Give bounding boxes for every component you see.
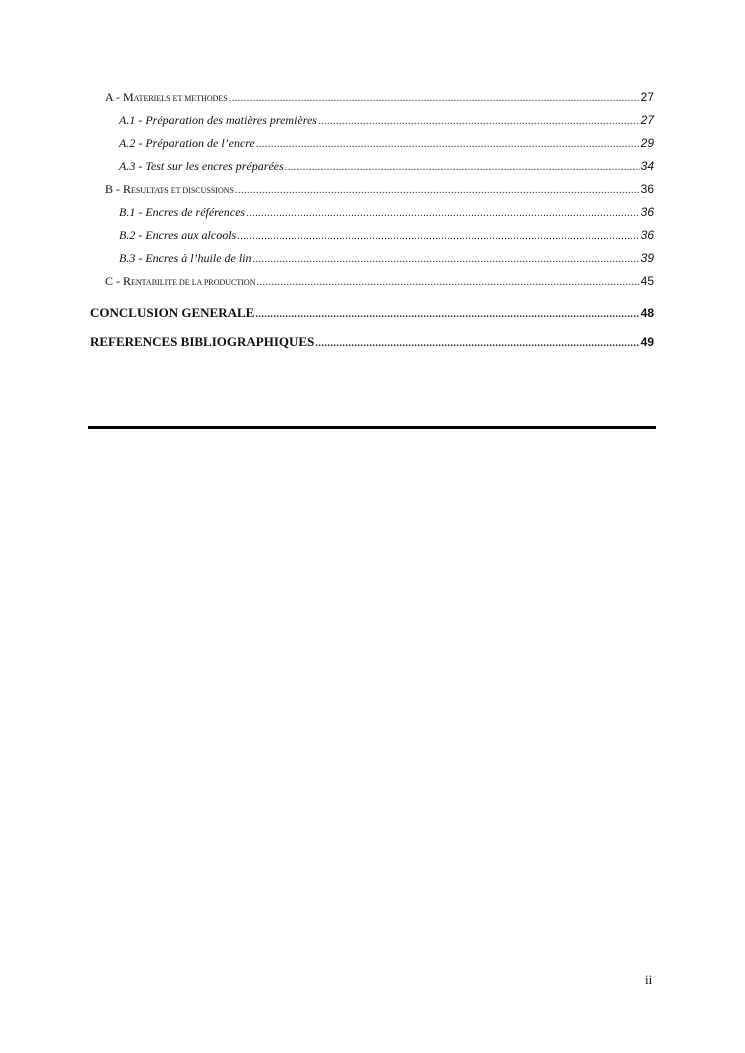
dot-leader [256,271,639,294]
toc-page-number: 49 [640,335,654,349]
toc-page-number: 36 [640,228,654,242]
toc-entry-title: A.1 - Préparation des matières premières [119,113,317,127]
toc-page-number: 36 [640,182,654,196]
toc-entry-title: A - MATERIELS ET METHODES [105,90,228,104]
toc-entry-conclusion-generale[interactable] [90,298,654,327]
toc-page-number: 29 [640,136,654,150]
toc-page-number: 27 [640,90,654,104]
toc-entry-title: B.1 - Encres de références [119,205,246,219]
dot-leader [315,329,639,358]
dot-leader [237,225,639,248]
toc-entry-title: B.3 - Encres à l’huile de lin [119,251,252,265]
dot-leader [285,156,640,179]
dot-leader [246,202,640,225]
toc-entry-title: CONCLUSION GENERALE [90,305,255,320]
toc-entry-encres-references[interactable] [90,201,654,224]
dot-leader [229,87,640,110]
toc-entry-test-encres[interactable] [90,155,654,178]
toc-entry-preparation-matieres[interactable] [90,109,654,132]
toc-entry-rentabilite-production[interactable] [90,270,654,293]
dot-leader [256,133,640,156]
toc-page-number: 45 [640,274,654,288]
toc-page-number: 39 [640,251,654,265]
table-of-contents [90,86,654,356]
toc-entry-title: A.3 - Test sur les encres préparées [119,159,284,173]
toc-page-number: 27 [640,113,654,127]
dot-leader [318,110,640,133]
dot-leader [255,300,639,329]
toc-page-number: 34 [640,159,654,173]
toc-entry-references-bibliographiques[interactable] [90,327,654,356]
toc-entry-encres-alcools[interactable] [90,224,654,247]
toc-entry-encres-huile-lin[interactable] [90,247,654,270]
toc-entry-title: C - RENTABILITE DE LA PRODUCTION [105,274,256,288]
toc-entry-title: A.2 - Préparation de l’encre [119,136,255,150]
toc-page-number: 36 [640,205,654,219]
toc-entry-materiels-methodes[interactable] [90,86,654,109]
toc-entry-title: B - RESULTATS ET DISCUSSIONS [105,182,234,196]
horizontal-rule [88,426,656,429]
toc-entry-resultats-discussions[interactable] [90,178,654,201]
toc-entry-title: REFERENCES BIBLIOGRAPHIQUES [90,334,315,349]
page-number: ii [645,972,653,987]
dot-leader [253,248,640,271]
toc-page-number: 48 [640,306,654,320]
dot-leader [235,179,640,202]
toc-entry-preparation-encre[interactable] [90,132,654,155]
toc-entry-title: B.2 - Encres aux alcools [119,228,237,242]
